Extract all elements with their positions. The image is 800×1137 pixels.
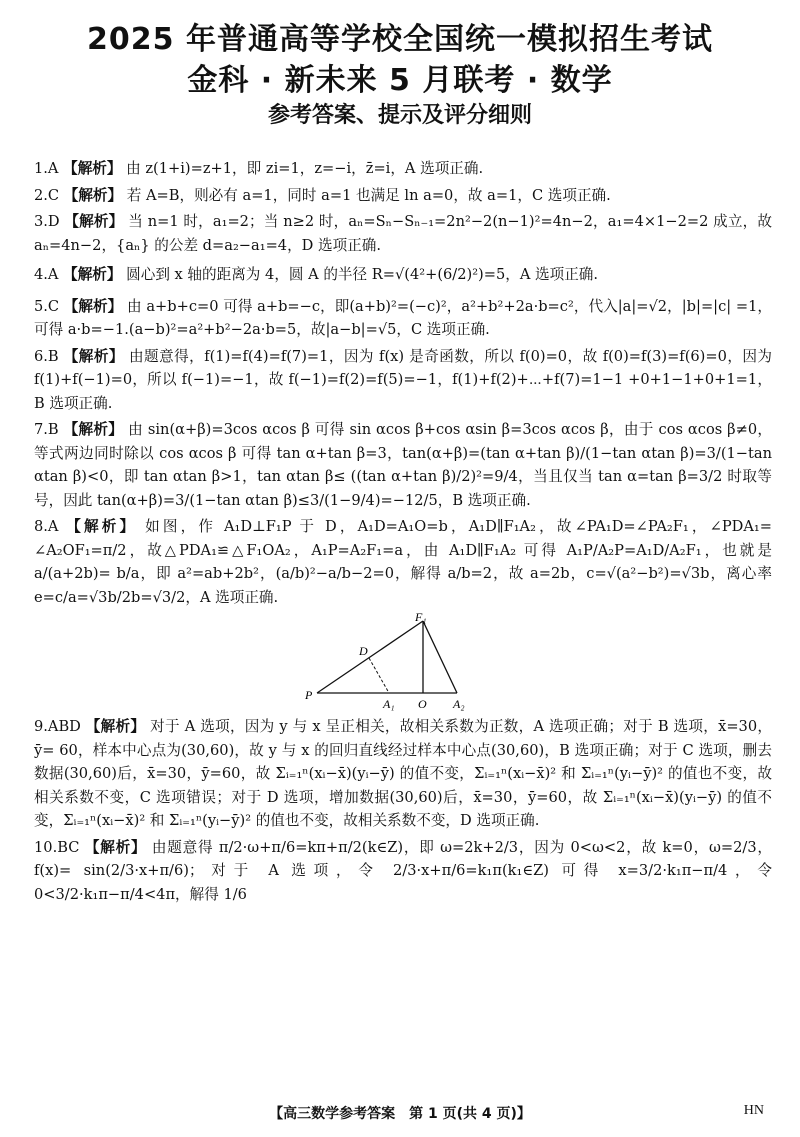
answer-item-8: 8.A 【解析】 如图，作 A₁D⊥F₁P 于 D，A₁D=A₁O=b，A₁D∥F₁A₂，故∠PA₁D=∠PA₂F₁，∠PDA₁= ∠A₂OF₁=π/2，故△PDA₁≌△F₁OA₂，A₁P=A₂F₁=a，由 A₁D∥F₁A₂ 可得 A₁P/A₂P=A₁D/A₂F₁，也就是 a/(a+2b)= b/a，即 a²=ab+2b²，(a/b)²−a/b−2=0，解得 a/b=2，故 a=2b，c=√(a²−b²)=√3b，离心率 e=c/a=√3b/2b=√3/2，A 选项正确. [34, 518, 773, 606]
segment-f1-a2 [423, 621, 457, 693]
page-footer: 【高三数学参考答案 第 1 页(共 4 页)】 [269, 1106, 531, 1122]
label-o: O [418, 697, 427, 711]
label-a1: A₁ [383, 697, 395, 711]
answer-item-5: 5.C 【解析】 由 a+b+c=0 可得 a+b=−c，即(a+b)²=(−c)²，a²+b²+2a·b=c²，代入|a|=√2，|b|=|c| =1，可得 a·b=−1.(a−b)²=a²+b²−2a·b=5，故|a−b|=√5，C 选项正确. [34, 297, 772, 338]
label-f1: F₁ [415, 613, 427, 624]
label-d: D [359, 644, 368, 658]
answer-item-4: 4.A 【解析】 圆心到 x 轴的距离为 4，圆 A 的半径 R=√(4²+(6/2)²)=5，A 选项正确. [34, 266, 599, 283]
footer-region-code: HN [743, 1103, 764, 1118]
answer-item-9: 9.ABD 【解析】 对于 A 选项，因为 y 与 x 呈正相关，故相关系数为正数，A 选项正确；对于 B 选项，x̄=30，ȳ= 60，样本中心点为(30,60)，故 y 与 x 的回归直线经过样本中心点(30,60)，B 选项正确；对于 C 选项，删去数据(30,60)后，x̄=30，ȳ=60，故 Σᵢ₌₁ⁿ(xᵢ−x̄)(yᵢ−ȳ) 的值不变，Σᵢ₌₁ⁿ(xᵢ−x̄)² 和 Σᵢ₌₁ⁿ(yᵢ−ȳ)² 的值也不变，故相关系数不变，C 选项错误；对于 D 选项，增加数据(30,60)后，x̄=30，ȳ=60，故 Σᵢ₌₁ⁿ(xᵢ−x̄)(yᵢ−ȳ) 的值不变，Σᵢ₌₁ⁿ(xᵢ−x̄)² 和 Σᵢ₌₁ⁿ(yᵢ−ȳ)² 的值也不变，故相关系数不变，D 选项正确. [34, 718, 772, 829]
answer-item-10: 10.BC 【解析】 由题意得 π/2·ω+π/6=kπ+π/2(k∈Z)，即 ω=2k+2/3，因为 0<ω<2，故 k=0，ω=2/3，f(x)= sin(2/3·x+π/6)；对于 A 选项，令 2/3·x+π/6=k₁π(k₁∈Z) 可得 x=3/2·k₁π−π/4，令 0<3/2·k₁π−π/4<4π，解得 1/6 [34, 838, 773, 903]
answer-item-3: 3.D 【解析】 当 n=1 时，a₁=2；当 n≥2 时，aₙ=Sₙ−Sₙ₋₁=2n²−2(n−1)²=4n−2，a₁=4×1−2=2 成立，故 aₙ=4n−2，{aₙ} 的公差 d=a₂−a₁=4，D 选项正确. [34, 213, 773, 254]
label-p: P [305, 688, 313, 702]
label-a2: A₂ [453, 697, 465, 711]
answer-list [34, 157, 772, 909]
segment-d-a1 [369, 658, 389, 693]
section-title: 参考答案、提示及评分细则 [267, 103, 532, 128]
segment-p-f1 [317, 621, 423, 693]
answer-item-1: 1.A 【解析】 由 z(1+i)=z+1，即 zi=1，z=−i，z̄=i，A 选项正确. [34, 160, 484, 177]
answer-item-2: 2.C 【解析】 若 A=B，则必有 a=1，同时 a=1 也满足 ln a=0，故 a=1，C 选项正确. [34, 186, 611, 204]
page-subtitle: 金科 · 新未来 5 月联考 · 数学 [187, 63, 613, 98]
answer-item-7: 7.B 【解析】 由 sin(α+β)=3cos αcos β 可得 sin αcos β+cos αsin β=3cos αcos β，由于 cos αcos β≠0，等式两边同时除以 cos αcos β 可得 tan α+tan β=3，tan(α+β)=(tan α+tan β)/(1−tan αtan β)=3/(1−tan αtan β)<0，即 tan αtan β>1，tan αtan β≤ ((tan α+tan β)/2)²=9/4，当且仅当 tan α=tan β=3/2 时取等号，因此 tan(α+β)=3/(1−tan αtan β)≤3/(1−9/4)=−12/5，B 选项正确. [34, 421, 772, 509]
page-title: 2025 年普通高等学校全国统一模拟招生考试 [87, 22, 713, 57]
geometry-figure [303, 613, 503, 713]
answer-item-6: 6.B 【解析】 由题意得，f(1)=f(4)=f(7)=1，因为 f(x) 是奇函数，所以 f(0)=0，故 f(0)=f(3)=f(6)=0，因为 f(1)+f(−1)=0，所以 f(−1)=−1，故 f(−1)=f(2)=f(5)=−1，f(1)+f(2)+⋯+f(7)=1−1 +0+1−1+0+1=1，B 选项正确. [34, 347, 773, 412]
